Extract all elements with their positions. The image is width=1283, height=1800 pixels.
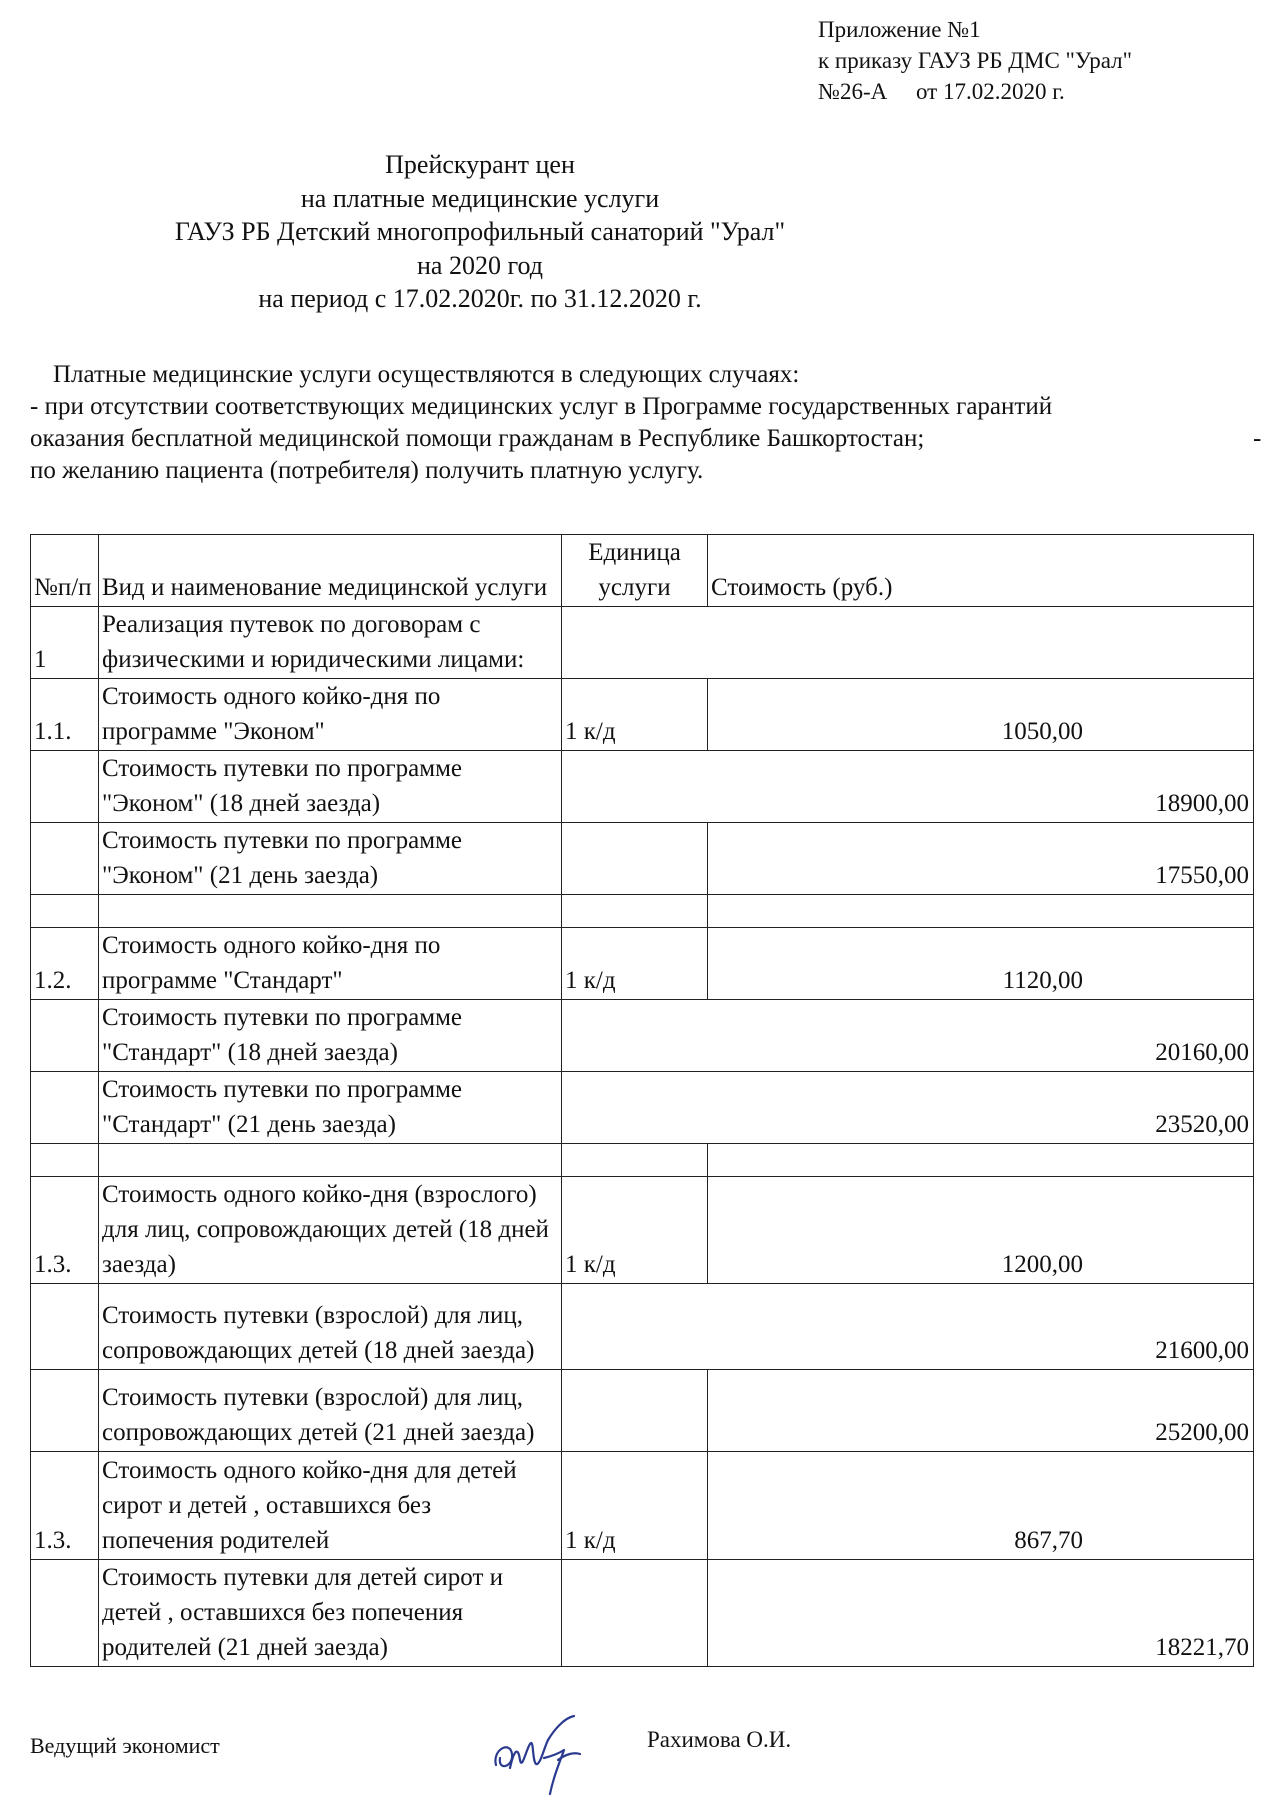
price-table xyxy=(30,534,1254,1667)
row-unit xyxy=(562,1560,708,1667)
row-name-line: Стоимость одного койко-дня по xyxy=(102,932,441,959)
row-name-line: "Эконом" (18 дней заезда) xyxy=(102,790,381,817)
row-num xyxy=(31,1560,99,1667)
row-price: 25200,00 xyxy=(708,1370,1254,1452)
spacer-cell xyxy=(31,1144,99,1177)
row-name xyxy=(99,823,562,895)
row-name-line: "Эконом" (21 день заезда) xyxy=(102,862,379,889)
row-num: 1.3. xyxy=(31,1452,99,1560)
spacer-cell xyxy=(31,895,99,928)
table-row xyxy=(31,1560,1254,1667)
title-line: на период с 17.02.2020г. по 31.12.2020 г. xyxy=(258,284,702,313)
row-name xyxy=(99,1072,562,1144)
table-row xyxy=(31,1072,1254,1144)
signature-icon xyxy=(488,1710,598,1800)
appendix-line: Приложение №1 xyxy=(818,17,981,42)
row-name-line: Стоимость путевки по программе xyxy=(102,827,463,854)
row-price: 18900,00 xyxy=(562,751,1254,823)
intro-line: - при отсутствии соответствующих медицинских услуг в Программе государственных гарантий xyxy=(30,393,1053,420)
row-name xyxy=(99,1177,562,1284)
row-name xyxy=(99,1452,562,1560)
table-row xyxy=(31,679,1254,751)
row-num xyxy=(31,751,99,823)
row-name-line: родителей (21 дней заезда) xyxy=(102,1634,388,1661)
row-name-line: Стоимость путевки (взрослой) для лиц, xyxy=(102,1384,523,1411)
row-name-line: Стоимость путевки по программе xyxy=(102,1004,463,1031)
row-num: 1.1. xyxy=(31,679,99,751)
row-name-line: для лиц, сопровождающих детей (18 дней xyxy=(102,1216,549,1243)
title-line: ГАУЗ РБ Детский многопрофильный санаторий "Урал" xyxy=(174,217,786,246)
title-line: на платные медицинские услуги xyxy=(300,183,660,213)
title-line: на 2020 год xyxy=(417,250,543,280)
row-unit: 1 к/д xyxy=(562,928,708,1000)
row-name-line: Стоимость путевки по программе xyxy=(102,1076,463,1103)
row-num: 1.3. xyxy=(31,1177,99,1284)
intro-dash: - xyxy=(1253,425,1262,452)
row-name-line: Стоимость путевки по программе xyxy=(102,755,463,782)
table-row xyxy=(31,1177,1254,1284)
row-unit: 1 к/д xyxy=(562,1177,708,1284)
header-unit xyxy=(562,535,708,607)
row-price: 21600,00 xyxy=(562,1284,1254,1370)
signatory-position: Ведущий экономист xyxy=(30,1733,220,1758)
header-num: №п/п xyxy=(31,535,99,607)
appendix-block xyxy=(818,14,1132,107)
row-price: 1120,00 xyxy=(708,928,1254,1000)
row-name-line: "Стандарт" (18 дней заезда) xyxy=(102,1039,398,1066)
intro-line: оказания бесплатной медицинской помощи гражданам в Республике Башкортостан; xyxy=(30,425,925,452)
row-name xyxy=(99,679,562,751)
row-unit: 1 к/д xyxy=(562,679,708,751)
row-name-line: программе "Стандарт" xyxy=(102,967,343,994)
row-name xyxy=(99,1000,562,1072)
row-name-line: программе "Эконом" xyxy=(102,718,325,745)
intro-paragraph xyxy=(30,359,1270,487)
header-name: Вид и наименование медицинской услуги xyxy=(99,535,562,607)
header-unit-line: Единица xyxy=(588,539,681,566)
row-price: 23520,00 xyxy=(562,1072,1254,1144)
row-name-line: Стоимость одного койко-дня по xyxy=(102,683,441,710)
row-name-line: Стоимость одного койко-дня (взрослого) xyxy=(102,1181,537,1208)
row-name-line: сопровождающих детей (18 дней заезда) xyxy=(102,1337,535,1364)
row-name-line: Реализация путевок по договорам с xyxy=(102,611,481,638)
table-spacer-row xyxy=(31,895,1254,928)
row-num: 1.2. xyxy=(31,928,99,1000)
table-row xyxy=(31,751,1254,823)
row-price: 17550,00 xyxy=(708,823,1254,895)
row-empty xyxy=(562,607,1254,679)
row-name-line: Стоимость путевки для детей сирот и xyxy=(102,1564,504,1591)
row-name xyxy=(99,1370,562,1452)
row-name xyxy=(99,607,562,679)
table-row xyxy=(31,823,1254,895)
row-unit: 1 к/д xyxy=(562,1452,708,1560)
header-unit-line: услуги xyxy=(598,574,671,601)
row-name-line: "Стандарт" (21 день заезда) xyxy=(102,1111,396,1138)
row-price: 18221,70 xyxy=(708,1560,1254,1667)
row-price: 1200,00 xyxy=(708,1177,1254,1284)
table-row xyxy=(31,607,1254,679)
row-name-line: детей , оставшихся без попечения xyxy=(102,1599,464,1626)
row-name xyxy=(99,928,562,1000)
row-name-line: заезда) xyxy=(102,1251,176,1278)
row-num xyxy=(31,1370,99,1452)
header-price: Стоимость (руб.) xyxy=(708,535,1254,607)
row-name-line: Стоимость путевки (взрослой) для лиц, xyxy=(102,1302,523,1329)
row-name xyxy=(99,751,562,823)
row-num: 1 xyxy=(31,607,99,679)
spacer-cell xyxy=(562,895,708,928)
table-row xyxy=(31,1000,1254,1072)
spacer-cell xyxy=(708,895,1254,928)
spacer-cell xyxy=(99,895,562,928)
table-spacer-row xyxy=(31,1144,1254,1177)
row-unit xyxy=(562,823,708,895)
appendix-line: №26-А от 17.02.2020 г. xyxy=(818,79,1065,104)
intro-line: Платные медицинские услуги осуществляются в следующих случаях: xyxy=(53,361,800,388)
intro-line: по желанию пациента (потребителя) получить платную услугу. xyxy=(30,457,704,484)
row-price: 20160,00 xyxy=(562,1000,1254,1072)
row-name-line: сопровождающих детей (21 дней заезда) xyxy=(102,1419,535,1446)
table-row xyxy=(31,928,1254,1000)
row-name-line: попечения родителей xyxy=(102,1527,330,1554)
signatory-name: Рахимова О.И. xyxy=(647,1727,792,1752)
spacer-cell xyxy=(562,1144,708,1177)
row-name-line: Стоимость одного койко-дня для детей xyxy=(102,1457,517,1484)
row-price: 1050,00 xyxy=(708,679,1254,751)
row-num xyxy=(31,1000,99,1072)
row-name xyxy=(99,1560,562,1667)
row-num xyxy=(31,823,99,895)
row-name-line: физическими и юридическими лицами: xyxy=(102,646,525,673)
row-price: 867,70 xyxy=(708,1452,1254,1560)
row-name-line: сирот и детей , оставшихся без xyxy=(102,1492,432,1519)
spacer-cell xyxy=(99,1144,562,1177)
document-title xyxy=(0,148,960,316)
table-header-row xyxy=(31,535,1254,607)
row-unit xyxy=(562,1370,708,1452)
title-line: Прейскурант цен xyxy=(385,150,575,179)
appendix-line: к приказу ГАУЗ РБ ДМС "Урал" xyxy=(818,48,1132,73)
spacer-cell xyxy=(708,1144,1254,1177)
table-row xyxy=(31,1284,1254,1370)
row-num xyxy=(31,1072,99,1144)
table-row xyxy=(31,1452,1254,1560)
table-row xyxy=(31,1370,1254,1452)
row-name xyxy=(99,1284,562,1370)
row-num xyxy=(31,1284,99,1370)
